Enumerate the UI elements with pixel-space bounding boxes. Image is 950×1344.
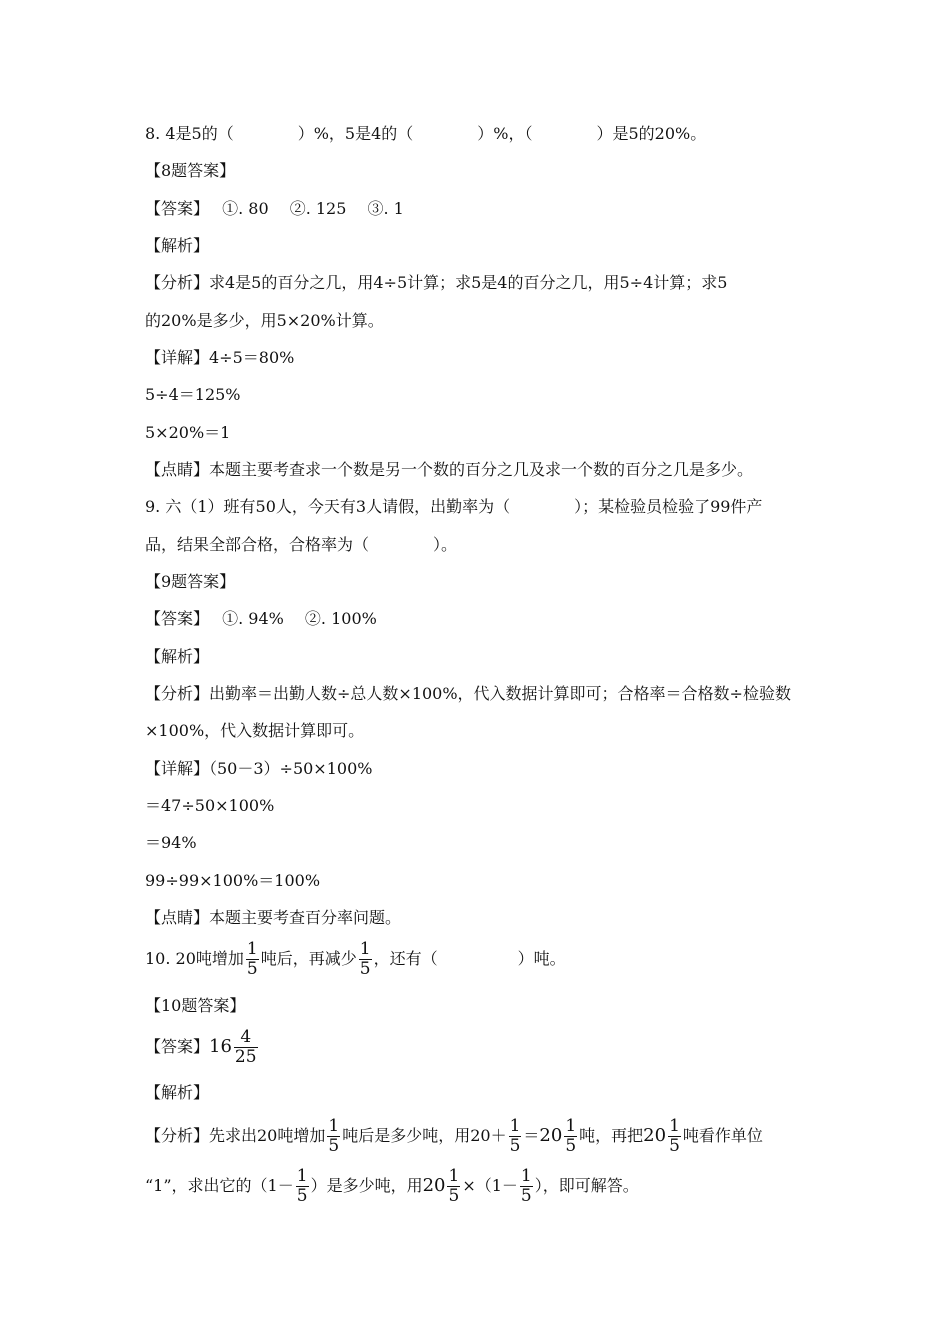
question-10-analysis-line-2 bbox=[145, 1167, 639, 1206]
mixed-number-whole: 20 bbox=[539, 1125, 563, 1146]
analysis-text: ×（1－ bbox=[462, 1176, 518, 1195]
question-9-analysis-line-2: ×100%，代入数据计算即可。 bbox=[145, 721, 365, 740]
answer-whole-part: 16 bbox=[209, 1036, 232, 1057]
analysis-text: ）是多少吨，用 bbox=[310, 1176, 423, 1195]
question-8-detail-line-1: 【详解】4÷5＝80% bbox=[145, 348, 295, 367]
analysis-text: “1”，求出它的（1－ bbox=[145, 1176, 294, 1195]
question-9-tip: 【点睛】本题主要考查百分率问题。 bbox=[145, 908, 402, 927]
question-8-analysis-label: 【解析】 bbox=[145, 236, 210, 255]
analysis-text: 【分析】先求出20吨增加 bbox=[145, 1126, 326, 1145]
analysis-text: 吨看作单位 bbox=[682, 1126, 763, 1145]
fraction-one-fifth: $\frac{1}{5}$ bbox=[448, 1166, 460, 1206]
question-10-analysis-line-1 bbox=[145, 1117, 763, 1156]
analysis-text: 吨后是多少吨，用20＋ bbox=[342, 1126, 507, 1145]
question-8-text: 8. 4是5的（ ）%，5是4的（ ）%，（ ）是5的20%。 bbox=[145, 124, 707, 143]
fraction-one-fifth: $\frac{1}{5}$ bbox=[565, 1116, 577, 1156]
mixed-number-whole: 20 bbox=[643, 1125, 667, 1146]
fraction-one-fifth: $\frac{1}{5}$ bbox=[359, 939, 371, 979]
analysis-text: 吨，再把 bbox=[579, 1126, 644, 1145]
fraction-one-fifth: $\frac{1}{5}$ bbox=[246, 939, 258, 979]
mixed-number-whole: 20 bbox=[422, 1175, 446, 1196]
question-9-detail-line-4: 99÷99×100%＝100% bbox=[145, 871, 321, 890]
question-8-analysis-line-1: 【分析】求4是5的百分之几，用4÷5计算；求5是4的百分之几，用5÷4计算；求5 bbox=[145, 273, 728, 292]
question-9-answer: 【答案】 ①. 94% ②. 100% bbox=[145, 609, 377, 628]
question-9-detail-line-2: ＝47÷50×100% bbox=[145, 796, 275, 815]
question-8-detail-line-2: 5÷4＝125% bbox=[145, 385, 241, 404]
question-10-text-part-b: 吨后，再减少 bbox=[260, 949, 357, 968]
question-8-detail-line-3: 5×20%＝1 bbox=[145, 423, 231, 442]
question-9-detail-line-1: 【详解】（50－3）÷50×100% bbox=[145, 759, 373, 778]
question-10-answer bbox=[145, 1028, 260, 1067]
question-9-answer-heading: 【9题答案】 bbox=[145, 572, 236, 591]
question-9-text-line-2: 品，结果全部合格，合格率为（ ）。 bbox=[145, 535, 458, 554]
question-9-text-line-1: 9. 六（1）班有50人，今天有3人请假，出勤率为（ ）；某检验员检验了99件产 bbox=[145, 497, 763, 516]
question-8-answer: 【答案】 ①. 80 ②. 125 ③. 1 bbox=[145, 199, 404, 218]
question-10-text bbox=[145, 940, 566, 979]
question-10-answer-heading: 【10题答案】 bbox=[145, 996, 246, 1015]
question-9-analysis-line-1: 【分析】出勤率＝出勤人数÷总人数×100%，代入数据计算即可；合格率＝合格数÷检验数 bbox=[145, 684, 791, 703]
fraction-one-fifth: $\frac{1}{5}$ bbox=[328, 1116, 340, 1156]
question-10-text-part-a: 10. 20吨增加 bbox=[145, 949, 244, 968]
analysis-text: ），即可解答。 bbox=[534, 1176, 639, 1195]
question-8-answer-heading: 【8题答案】 bbox=[145, 161, 236, 180]
question-10-analysis-label: 【解析】 bbox=[145, 1083, 210, 1102]
fraction-one-fifth: $\frac{1}{5}$ bbox=[520, 1166, 532, 1206]
question-10-text-part-c: ，还有（ ）吨。 bbox=[373, 949, 566, 968]
question-9-analysis-label: 【解析】 bbox=[145, 647, 210, 666]
fraction-one-fifth: $\frac{1}{5}$ bbox=[296, 1166, 308, 1206]
fraction-one-fifth: $\frac{1}{5}$ bbox=[669, 1116, 680, 1156]
answer-fraction: $\frac{4}{25}$ bbox=[234, 1027, 257, 1067]
question-8-tip: 【点睛】本题主要考查求一个数是另一个数的百分之几及求一个数的百分之几是多少。 bbox=[145, 460, 754, 479]
analysis-text: ＝ bbox=[523, 1126, 540, 1145]
answer-label: 【答案】 bbox=[145, 1037, 210, 1056]
question-9-detail-line-3: ＝94% bbox=[145, 833, 197, 852]
question-8-analysis-line-2: 的20%是多少，用5×20%计算。 bbox=[145, 311, 384, 330]
fraction-one-fifth: $\frac{1}{5}$ bbox=[509, 1116, 521, 1156]
